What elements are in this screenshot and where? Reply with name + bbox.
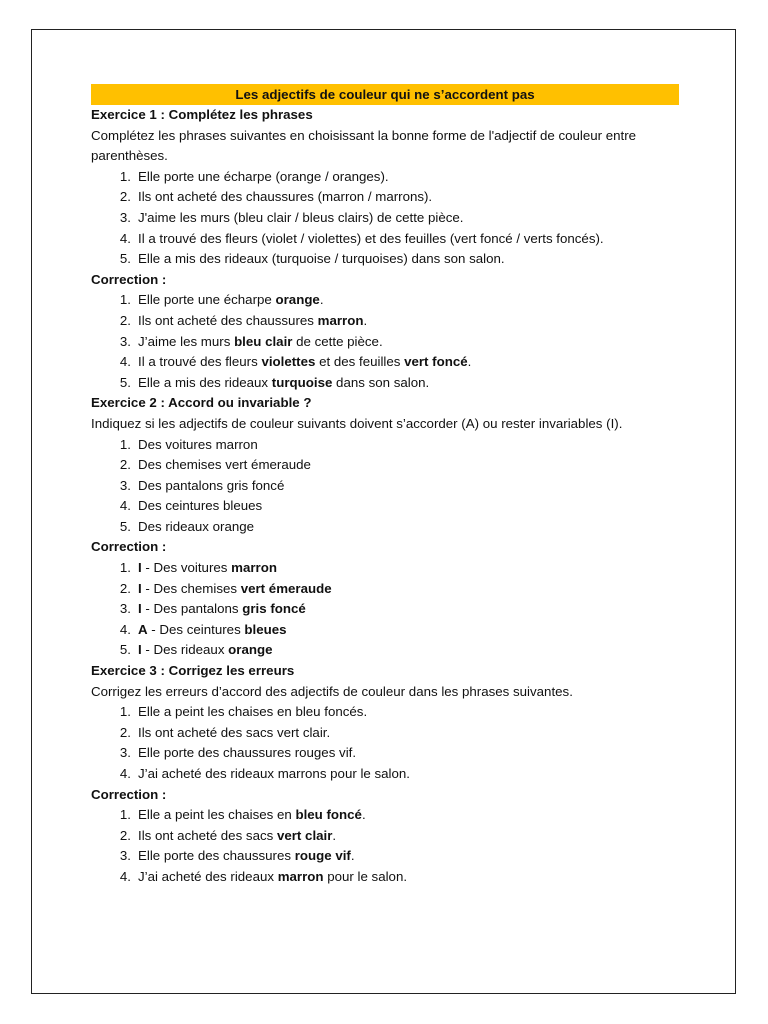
exercise-1-correction-heading: Correction : — [91, 271, 167, 287]
list-item: 2. I - Des chemises vert émeraude — [119, 580, 332, 596]
document-content — [91, 84, 679, 888]
list-item: 3. J’aime les murs bleu clair de cette pièce. — [119, 333, 383, 349]
list-item: 2. Ils ont acheté des chaussures (marron / marrons). — [119, 189, 433, 205]
exercise-1-list — [91, 167, 679, 270]
list-item: 4. A - Des ceintures bleues — [119, 621, 287, 637]
exercise-2-heading: Exercice 2 : Accord ou invariable ? — [91, 395, 312, 411]
exercise-2-correction-heading: Correction : — [91, 539, 167, 555]
list-item: 5. I - Des rideaux orange — [119, 642, 273, 658]
exercise-3-correction-heading: Correction : — [91, 786, 167, 802]
list-item: 3. Elle porte des chaussures rouge vif. — [119, 848, 355, 864]
list-item: 4. Des ceintures bleues — [119, 498, 263, 514]
list-item: 3. Elle porte des chaussures rouges vif. — [119, 745, 357, 761]
exercise-1-correction-list — [91, 290, 679, 393]
list-item: 1. Elle porte une écharpe (orange / oranges). — [119, 168, 389, 184]
list-item: 4. J’ai acheté des rideaux marron pour le salon. — [119, 868, 408, 884]
list-item: 5. Des rideaux orange — [119, 518, 255, 534]
exercise-1-instruction: Complétez les phrases suivantes en choisissant la bonne forme de l'adjectif de couleur entre parenthèses. — [91, 127, 637, 164]
list-item: 1. Des voitures marron — [119, 436, 258, 452]
list-item: 2. Ils ont acheté des chaussures marron. — [119, 312, 368, 328]
list-item: 3. J'aime les murs (bleu clair / bleus clairs) de cette pièce. — [119, 209, 464, 225]
exercise-3-correction-list — [91, 805, 679, 887]
list-item: 3. Des pantalons gris foncé — [119, 477, 285, 493]
exercise-3-heading: Exercice 3 : Corrigez les erreurs — [91, 663, 295, 679]
list-item: 4. Il a trouvé des fleurs (violet / violettes) et des feuilles (vert foncé / verts foncés). — [119, 230, 604, 246]
exercise-2-correction-list — [91, 558, 679, 661]
list-item: 4. Il a trouvé des fleurs violettes et des feuilles vert foncé. — [119, 354, 472, 370]
exercise-2-instruction: Indiquez si les adjectifs de couleur suivants doivent s’accorder (A) ou rester invariables (I). — [91, 415, 623, 431]
list-item: 4. J’ai acheté des rideaux marrons pour le salon. — [119, 766, 410, 781]
exercise-2-list — [91, 435, 679, 538]
page-title: Les adjectifs de couleur qui ne s’accordent pas — [91, 84, 679, 105]
list-item: 2. Des chemises vert émeraude — [119, 457, 311, 473]
list-item: 1. Elle a peint les chaises en bleu foncés. — [119, 704, 368, 720]
list-item: 3. I - Des pantalons gris foncé — [119, 601, 306, 617]
list-item: 5. Elle a mis des rideaux (turquoise / turquoises) dans son salon. — [119, 251, 505, 267]
list-item: 1. Elle porte une écharpe orange. — [119, 292, 324, 308]
exercise-3-list — [91, 702, 679, 784]
list-item: 1. Elle a peint les chaises en bleu foncé. — [119, 807, 366, 823]
list-item: 2. Ils ont acheté des sacs vert clair. — [119, 724, 331, 740]
exercise-3-instruction: Corrigez les erreurs d’accord des adjectifs de couleur dans les phrases suivantes. — [91, 683, 573, 699]
list-item: 2. Ils ont acheté des sacs vert clair. — [119, 827, 337, 843]
list-item: 1. I - Des voitures marron — [119, 560, 277, 576]
exercise-1-heading: Exercice 1 : Complétez les phrases — [91, 107, 313, 122]
list-item: 5. Elle a mis des rideaux turquoise dans son salon. — [119, 374, 430, 390]
